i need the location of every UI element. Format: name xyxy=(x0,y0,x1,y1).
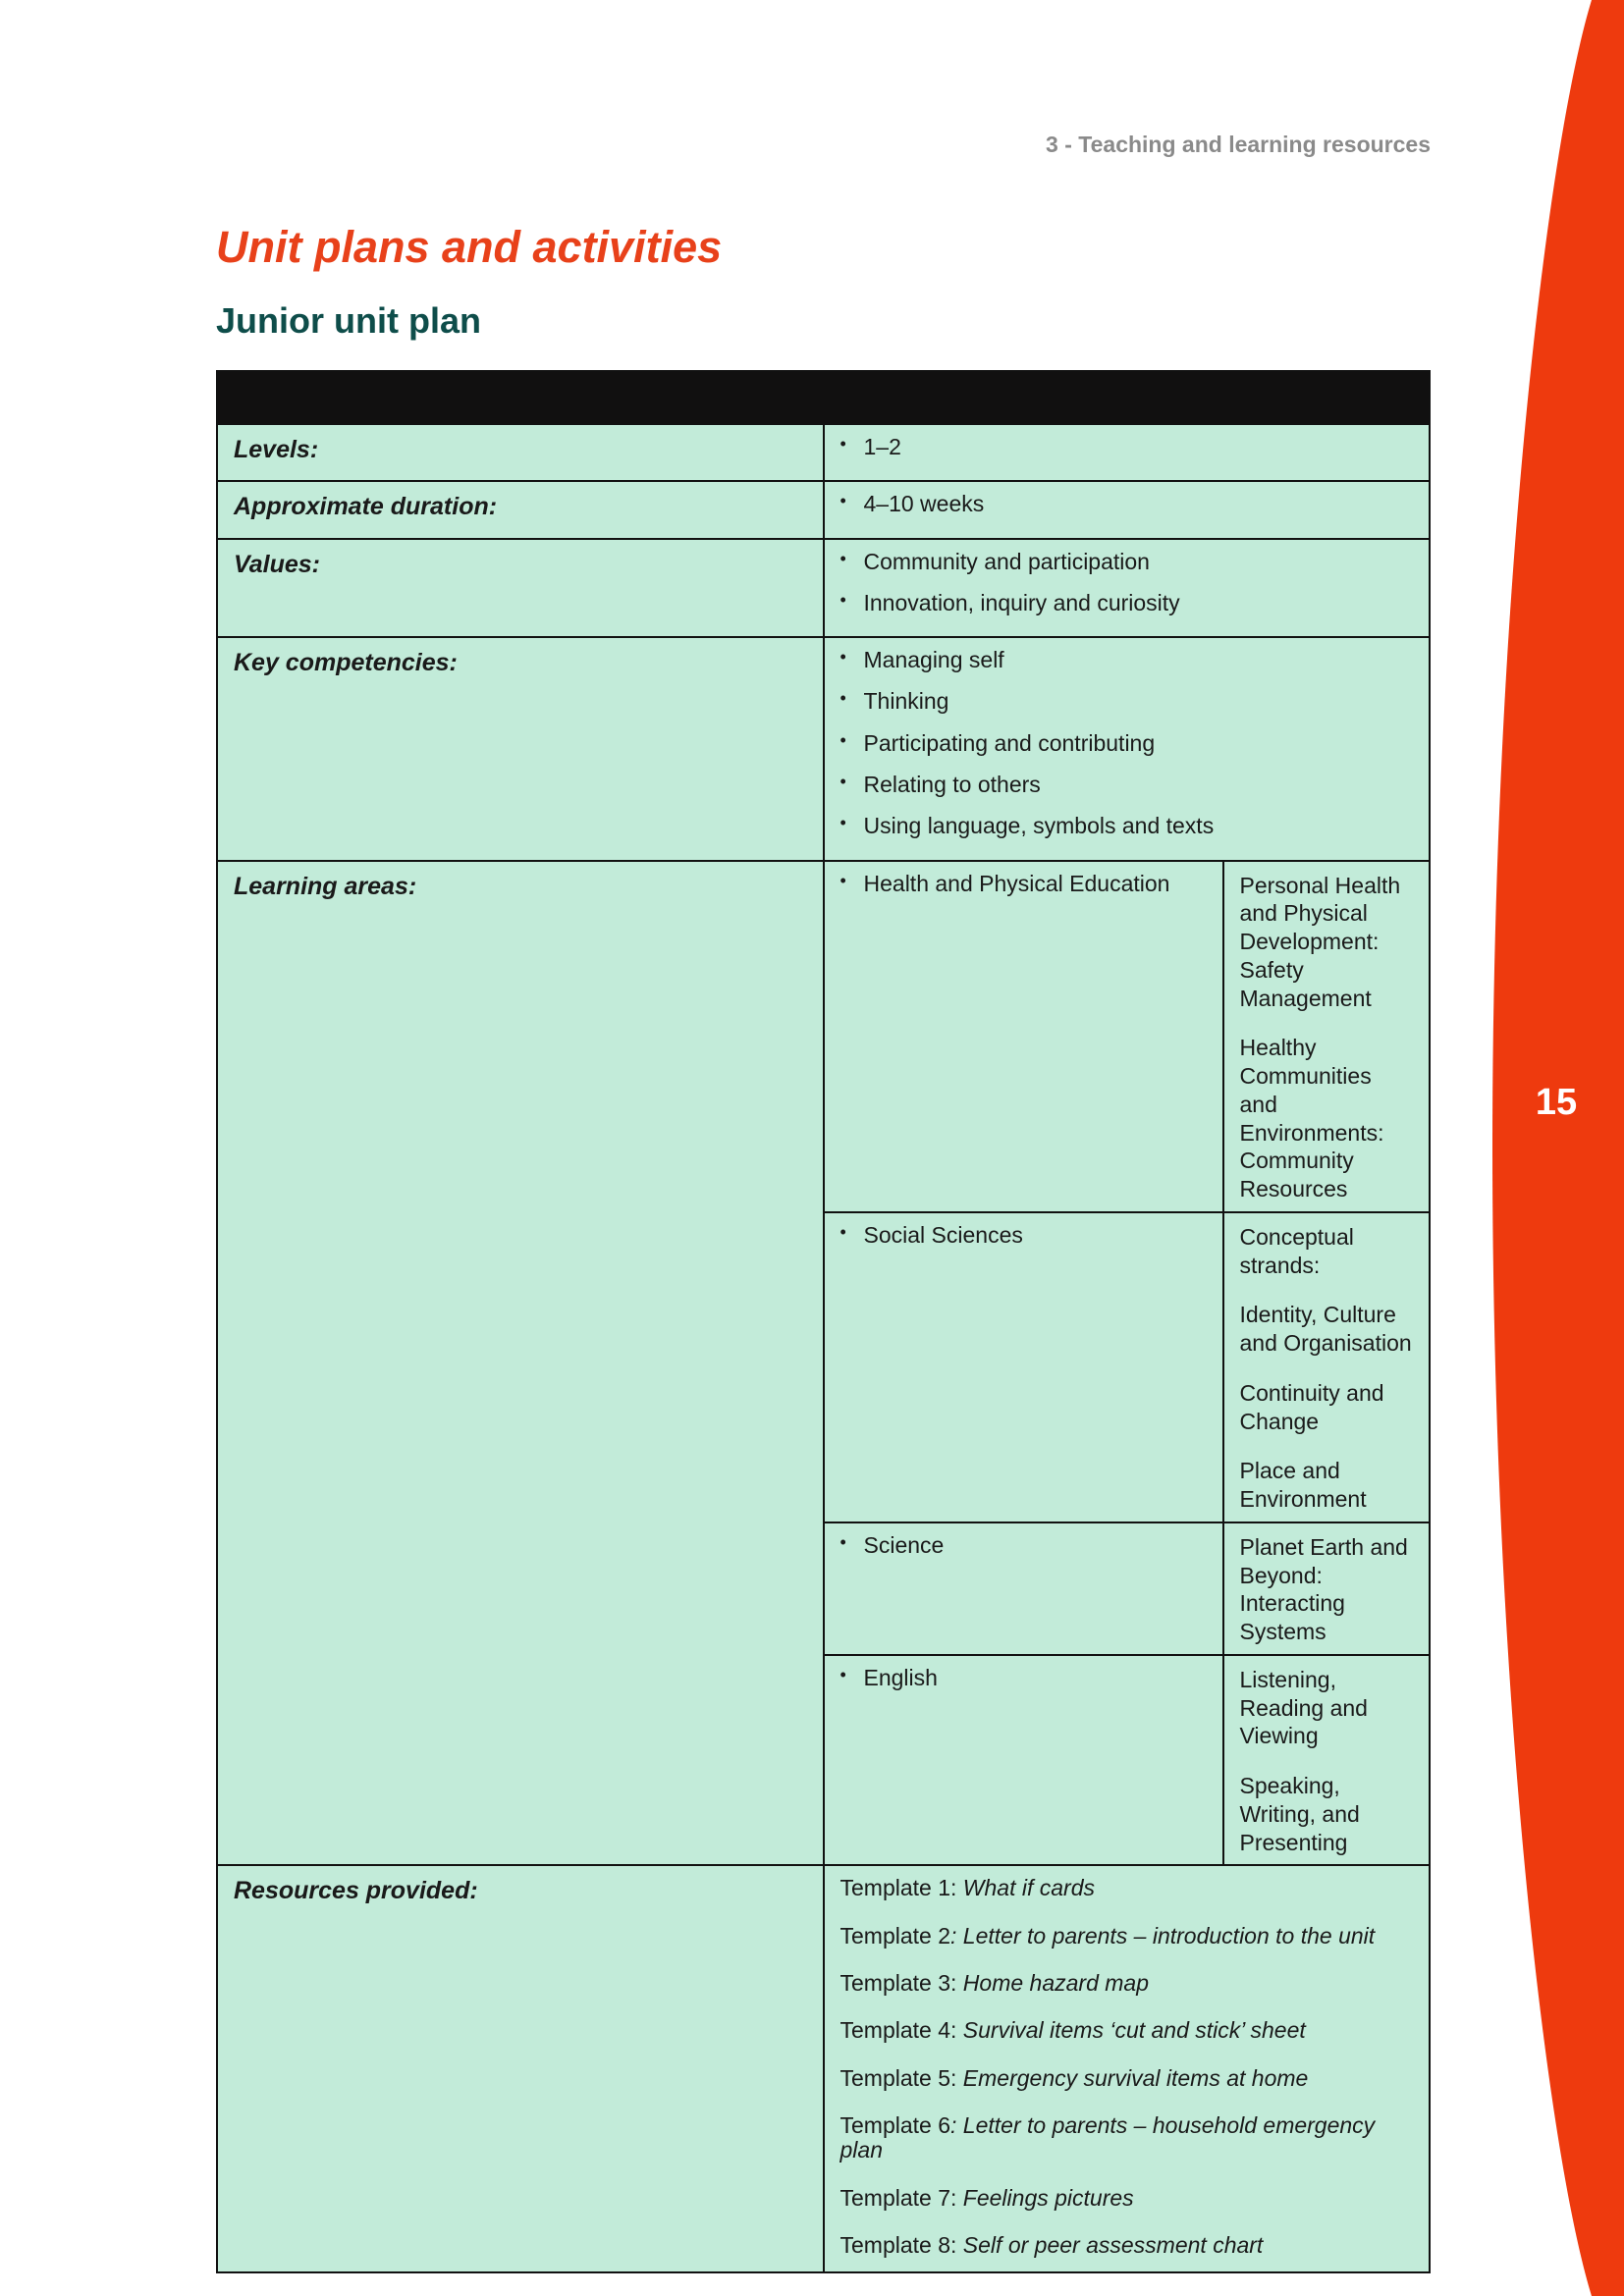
list-item: • Innovation, inquiry and curiosity xyxy=(840,591,1414,615)
competencies-list xyxy=(825,638,1430,859)
page-number: 15 xyxy=(1535,1082,1578,1123)
resource-title: Survival items ‘cut and stick’ sheet xyxy=(962,2017,1306,2044)
strand-item: Personal Health and Physical Development: Safety Management xyxy=(1239,872,1401,1011)
learning-area-row xyxy=(825,1655,1430,1865)
resource-item: Template 1: What if cards xyxy=(839,1875,1096,1901)
row-label: Values: xyxy=(217,539,824,638)
strand-item: Planet Earth and Beyond: Interacting Systems xyxy=(1239,1533,1408,1645)
row-label: Key competencies: xyxy=(217,637,824,860)
resource-title: Feelings pictures xyxy=(962,2184,1134,2211)
list-item: • Relating to others xyxy=(840,773,1414,797)
list-item: • 4–10 weeks xyxy=(840,492,1414,516)
table-row-values xyxy=(217,539,1430,638)
learning-areas-table xyxy=(825,862,1430,1865)
table-row-resources xyxy=(217,1865,1430,2272)
strand-item: Place and Environment xyxy=(1239,1458,1367,1513)
section-subtitle: Junior unit plan xyxy=(216,300,481,341)
learning-area-name: • Health and Physical Education xyxy=(840,872,1207,896)
list-item: • 1–2 xyxy=(840,435,1414,459)
resource-item: Template 4: Survival items ‘cut and stick’ sheet xyxy=(839,2017,1306,2044)
strand-item: Identity, Culture and Organisation xyxy=(1239,1302,1412,1357)
resources-list xyxy=(825,1866,1430,2258)
resource-title: : Letter to parents – introduction to the unit xyxy=(950,1922,1376,1949)
resource-item: Template 5: Emergency survival items at home xyxy=(839,2064,1309,2091)
values-list xyxy=(825,540,1430,637)
unit-plan-table xyxy=(216,370,1431,2273)
resource-title: Home hazard map xyxy=(962,1970,1149,1997)
list-item: • Participating and contributing xyxy=(840,731,1414,756)
learning-area-row xyxy=(825,1522,1430,1655)
list-item: • Managing self xyxy=(840,648,1414,672)
resource-title: : Letter to parents – household emergency plan xyxy=(839,2111,1376,2163)
strand-item: Speaking, Writing, and Presenting xyxy=(1239,1773,1360,1855)
page-title: Unit plans and activities xyxy=(216,222,723,272)
learning-area-name: • English xyxy=(840,1666,1207,1690)
resource-item: Template 3: Home hazard map xyxy=(839,1970,1149,1997)
list-item: • Community and participation xyxy=(840,550,1414,574)
learning-area-row xyxy=(825,862,1430,1212)
resource-title: What if cards xyxy=(962,1875,1096,1901)
table-row-competencies xyxy=(217,637,1430,860)
resource-title: Emergency survival items at home xyxy=(962,2064,1309,2091)
resource-title: Self or peer assessment chart xyxy=(962,2231,1264,2258)
table-header-bar xyxy=(217,371,1430,424)
resource-item: Template 8: Self or peer assessment chart xyxy=(839,2231,1264,2258)
levels-list xyxy=(825,425,1430,480)
learning-area-row xyxy=(825,1212,1430,1522)
resource-item: Template 6: Letter to parents – household emergency plan xyxy=(839,2111,1376,2163)
row-label: Resources provided: xyxy=(217,1865,824,2272)
strand-item: Listening, Reading and Viewing xyxy=(1239,1666,1368,1749)
running-head: 3 - Teaching and learning resources xyxy=(1046,132,1431,157)
row-label: Approximate duration: xyxy=(217,481,824,538)
learning-area-name: • Science xyxy=(840,1533,1207,1558)
strand-item: Conceptual strands: xyxy=(1239,1223,1354,1278)
table-row-levels xyxy=(217,424,1430,481)
row-label: Learning areas: xyxy=(217,861,824,1866)
table-row-duration xyxy=(217,481,1430,538)
resource-item: Template 7: Feelings pictures xyxy=(839,2184,1134,2211)
resource-item: Template 2: Letter to parents – introduction to the unit xyxy=(839,1922,1376,1949)
table-row-learning-areas xyxy=(217,861,1430,1866)
strand-item: Healthy Communities and Environments: Community Resources xyxy=(1239,1035,1384,1202)
list-item: • Thinking xyxy=(840,689,1414,714)
row-label: Levels: xyxy=(217,424,824,481)
list-item: • Using language, symbols and texts xyxy=(840,814,1414,838)
duration-list xyxy=(825,482,1430,537)
learning-area-name: • Social Sciences xyxy=(840,1223,1207,1248)
strand-item: Continuity and Change xyxy=(1239,1379,1384,1434)
